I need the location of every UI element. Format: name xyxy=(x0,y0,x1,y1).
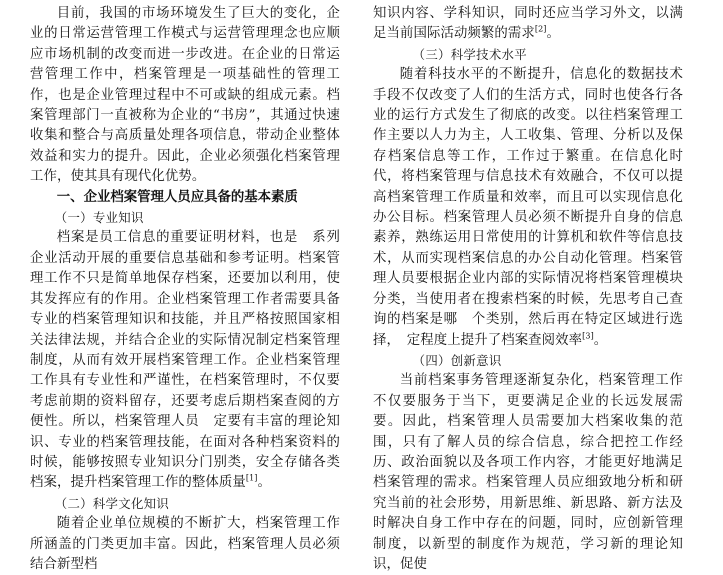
citation-ref: [2] xyxy=(534,24,547,34)
left-column xyxy=(30,4,340,575)
citation-ref: [1] xyxy=(245,473,258,483)
subsection-heading-tech-level: （三）科学技术水平 xyxy=(412,46,527,62)
right-column xyxy=(373,4,683,575)
innovation-paragraph: 当前档案事务管理逐渐复杂化，档案管理工作不仅要服务于当下，更要满足企业的长远发展需要。因此，档案管理人员需要加大档案收集的范围，只有了解人员的综合信息，综合把控工作经历、政治面貌以及各项工作内容，才能更好地满足档案管理的需求。档案管理人员应细致地分析和研究当前的社会形势，用新思维、新思路、新方法及时解决自身工作中存在的问题，同时，应创新管理制度，以新型的制度作为规范，学习新的理论知识，促使 xyxy=(373,373,683,572)
section-heading: 一、企业档案管理人员应具备的基本素质 xyxy=(56,189,298,205)
citation-ref: [3] xyxy=(582,331,594,341)
intro-paragraph: 目前，我国的市场环境发生了巨大的变化，企业的日常运营管理工作模式与运营管理理念也应顺应市场机制的改变而进一步改进。在企业的日常运营管理工作中，档案管理是一项基础性的管理工作，也是企业管理过程中不可或缺的组成元素。档案管理部门一直被称为企业的“书房”，其通过快速收集和整合与高质量处理各项信息，带动企业整体效益和实力的提升。因此，企业必须强化档案管理工作，使其具有现代化优势。 xyxy=(30,6,340,185)
paragraph-end: 。 xyxy=(257,475,271,491)
paragraph-text: 档案是员工信息的重要证明材料，也是 系列企业活动开展的重要信息基础和参考证明。档案管理工作不只是简单地保存档案，还要加以利用，使其发挥应有的作用。企业档案管理工作者需要具备专业的档案管理知识和技能，并且严格按照国家相关法律法规，并结合企业的实际情况制定档案管理制度，从而有效开展档案管理工作。企业档案管理工作具有专业性和严谨性，在档案管理时，不仅要考虑前期的资料留存，还要考虑后期档案查阅的方便性。所以，档案管理人员 定要有丰富的理论知识、专业的档案管理技能，在面对各种档案资料的时候，能够按照专业知识分门别类，安全存储各类档案，提升档案管理工作的整体质量 xyxy=(30,230,340,491)
paragraph-end: 。 xyxy=(593,332,608,348)
continued-paragraph xyxy=(373,4,683,45)
paragraph-text: 知识内容、学科知识，同时还应当学习外文，以满足当前国际活动频繁的需求 xyxy=(373,6,683,42)
paragraph-end: 。 xyxy=(546,26,561,42)
subsection-heading-professional-knowledge: （一）专业知识 xyxy=(54,210,144,226)
subsection-heading-innovation: （四）创新意识 xyxy=(412,352,502,368)
science-culture-paragraph: 随着企业单位规模的不断扩大，档案管理工作所涵盖的门类更加丰富。因此，档案管理人员必须结合新型档 xyxy=(30,516,340,572)
professional-knowledge-paragraph xyxy=(30,228,340,493)
tech-level-paragraph xyxy=(373,65,683,351)
paragraph-text: 随着科技水平的不断提升，信息化的数据技术手段不仅改变了人们的生活方式，同时也使各行各业的运行方式发生了彻底的改变。以往档案管理工作主要以人力为主，人工收集、管理、分析以及保存档案信息等工作，工作过于繁重。在信息化时代，将档案管理与信息技术有效融合，不仅可以提高档案管理工作质量和效率，而且可以实现信息化办公目标。档案管理人员必须不断提升自身的信息素养，熟练运用日常使用的计算机和软件等信息技术，从而实现档案信息的办公自动化管理。档案管理人员要根据企业内部的实际情况将档案管理模块分类，当使用者在搜索档案的时候，先思考自己查询的档案是哪 个类别，然后再在特定区域进行选择， 定程度上提升了档案查阅效率 xyxy=(373,67,683,348)
subsection-heading-science-culture: （二）科学文化知识 xyxy=(54,495,170,511)
